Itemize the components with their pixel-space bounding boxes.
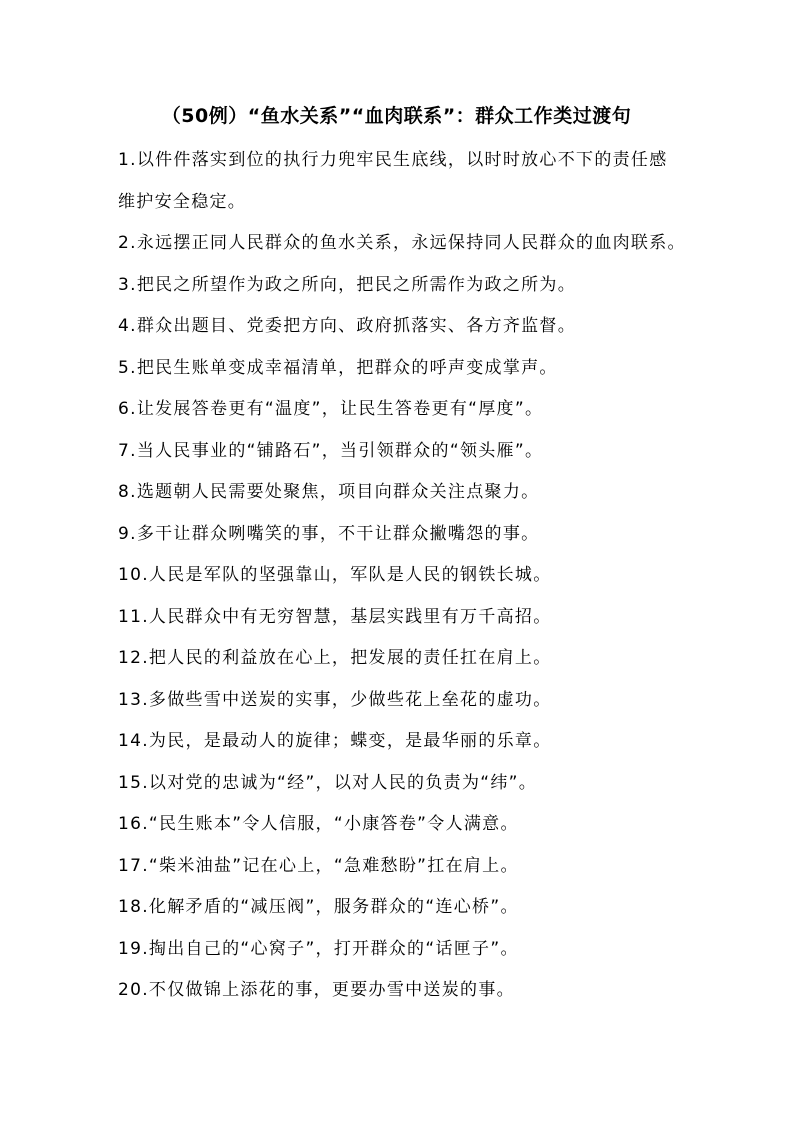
sentence-line: 7.当人民事业的“铺路石”，当引领群众的“领头雁”。 [118,440,544,461]
sentence-line: 8.选题朝人民需要处聚焦，项目向群众关注点聚力。 [118,482,540,502]
sentence-line: 17.“柴米油盐”记在心上，“急难愁盼”扛在肩上。 [118,855,519,876]
sentence-line: 13.多做些雪中送炭的实事，少做些花上垒花的虚功。 [118,689,552,710]
sentence-line: 1.以件件落实到位的执行力兜牢民生底线，以时时放心不下的责任感 [118,150,668,170]
sentence-line: 19.掏出自己的“心窝子”，打开群众的“话匣子”。 [118,938,519,959]
sentence-line: 2.永远摆正同人民群众的鱼水关系，永远保持同人民群众的血肉联系。 [118,233,686,253]
list-item [118,518,688,560]
sentence-line: 5.把民生账单变成幸福清单，把群众的呼声变成掌声。 [118,357,558,378]
sentence-line: 15.以对党的忠诚为“经”，以对人民的负责为“纬”。 [118,772,538,793]
list-item [118,642,688,684]
list-item [118,684,688,726]
list-item [118,974,688,1016]
sentence-line: 4.群众出题目、党委把方向、政府抓落实、各方齐监督。 [118,316,577,336]
list-item [118,933,688,975]
sentence-line: 12.把人民的利益放在心上，把发展的责任扛在肩上。 [118,648,552,668]
sentence-line: 18.化解矛盾的“减压阀”，服务群众的“连心桥”。 [118,897,519,917]
sentence-line: 16.“民生账本”令人信服，“小康答卷”令人满意。 [118,814,519,834]
list-item [118,725,688,767]
list-item [118,767,688,809]
sentence-line: 11.人民群众中有无穷智慧，基层实践里有万千高招。 [118,606,552,627]
list-item [118,559,688,601]
list-item [118,393,688,435]
sentence-line: 20.不仅做锦上添花的事，更要办雪中送炭的事。 [118,980,515,1000]
document-title: （50例）“鱼水关系”“血肉联系”：群众工作类过渡句 [161,105,632,127]
sentence-line: 10.人民是军队的坚强靠山，军队是人民的钢铁长城。 [118,565,552,585]
sentence-line: 6.让发展答卷更有“温度”，让民生答卷更有“厚度”。 [118,399,544,419]
list-item [118,144,688,227]
list-item [118,601,688,643]
sentence-line: 9.多干让群众咧嘴笑的事，不干让群众撇嘴怨的事。 [118,523,540,544]
list-item [118,808,688,850]
sentence-line: 3.把民之所望作为政之所向，把民之所需作为政之所为。 [118,274,577,295]
list-item [118,435,688,477]
sentence-line: 14.为民，是最动人的旋律；蝶变，是最华丽的乐章。 [118,731,552,751]
sentence-list [118,144,688,1016]
list-item [118,850,688,892]
list-item [118,352,688,394]
list-item [118,227,688,269]
list-item [118,891,688,933]
sentence-continuation: 维护安全稳定。 [118,191,247,212]
list-item [118,310,688,352]
list-item [118,476,688,518]
list-item [118,269,688,311]
